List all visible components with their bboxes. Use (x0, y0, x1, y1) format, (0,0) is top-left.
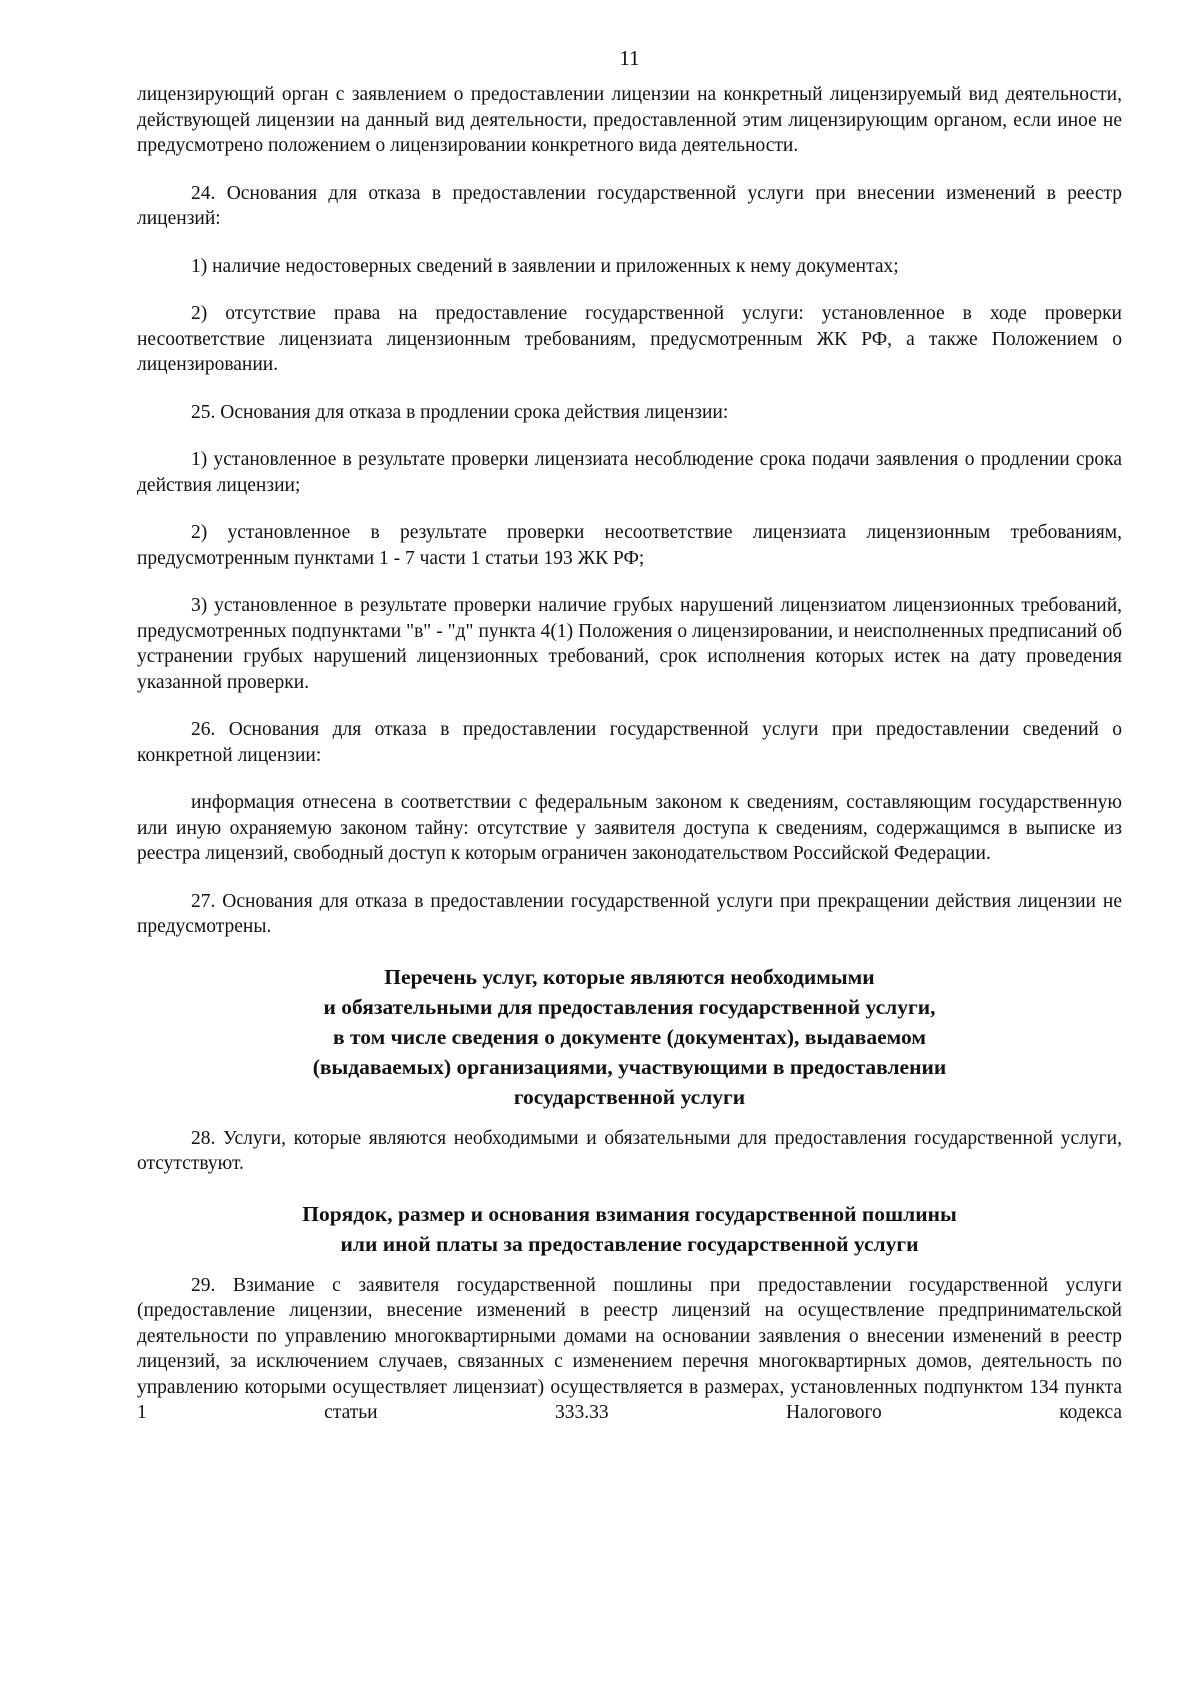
section-heading-services (137, 962, 1122, 1112)
heading-line: или иной платы за предоставление государственной услуги (340, 1231, 919, 1256)
paragraph-24-item-2: 2) отсутствие права на предоставление государственной услуги: установленное в ходе проверки несоответствие лицензиата лицензионным требованиям, предусмотренным ЖК РФ, а также Положением о лицензировании. (137, 303, 1122, 375)
heading-line: Перечень услуг, которые являются необходимыми (384, 964, 875, 989)
paragraph-24-item-1: 1) наличие недостоверных сведений в заявлении и приложенных к нему документах; (191, 255, 899, 277)
page-number: 11 (619, 46, 640, 70)
heading-line: и обязательными для предоставления государственной услуги, (323, 994, 936, 1019)
paragraph-27: 27. Основания для отказа в предоставлении государственной услуги при прекращении действия лицензии не предусмотрены. (137, 890, 1122, 937)
heading-line: государственной услуги (513, 1084, 746, 1109)
paragraph-26-item: информация отнесена в соответствии с федеральным законом к сведениям, составляющим государственную или иную охраняемую законом тайну: отсутствие у заявителя доступа к сведениям, содержащимся в выписке из реестра лицензий, свободный доступ к которым ограничен законодательством Российской Федерации. (137, 792, 1122, 864)
paragraph-25-item-2: 2) установленное в результате проверки несоответствие лицензиата лицензионным требованиям, предусмотренным пунктами 1 - 7 части 1 статьи 193 ЖК РФ; (137, 522, 1122, 569)
paragraph-24: 24. Основания для отказа в предоставлении государственной услуги при внесении изменений в реестр лицензий: (137, 182, 1122, 229)
paragraph-29: 29. Взимание с заявителя государственной пошлины при предоставлении государственной услуги (предоставление лицензии, внесение изменений в реестр лицензий на осуществление предпринимательской деятельности по управлению многоквартирными домами на основании заявления о внесении изменений в реестр лицензий, за исключением случаев, связанных с изменением перечня многоквартирных домов, деятельность по управлению которыми осуществляет лицензиат) осуществляется в размерах, установленных подпунктом 134 пункта 1 статьи 333.33 Налогового кодекса (137, 1274, 1122, 1423)
heading-line: (выдаваемых) организациями, участвующими в предоставлении (312, 1054, 947, 1079)
paragraph-25: 25. Основания для отказа в продлении срока действия лицензии: (191, 401, 729, 423)
paragraph-25-item-3: 3) установленное в результате проверки наличие грубых нарушений лицензиатом лицензионных требований, предусмотренных подпунктами "в" - "д" пункта 4(1) Положения о лицензировании, и неисполненных предписаний об устранении грубых нарушений лицензионных требований, срок исполнения которых истек на дату проведения указанной проверки. (137, 595, 1122, 693)
paragraph-25-item-1: 1) установленное в результате проверки лицензиата несоблюдение срока подачи заявления о продлении срока действия лицензии; (137, 449, 1122, 496)
heading-line: Порядок, размер и основания взимания государственной пошлины (302, 1201, 957, 1226)
section-heading-fees (137, 1199, 1122, 1259)
paragraph-28: 28. Услуги, которые являются необходимыми и обязательными для предоставления государственной услуги, отсутствуют. (137, 1127, 1122, 1174)
paragraph-26: 26. Основания для отказа в предоставлении государственной услуги при предоставлении сведений о конкретной лицензии: (137, 719, 1122, 766)
document-page (137, 44, 1122, 1448)
heading-line: в том числе сведения о документе (документах), выдаваемом (332, 1024, 927, 1049)
paragraph-continuation: лицензирующий орган с заявлением о предоставлении лицензии на конкретный лицензируемый вид деятельности, действующей лицензии на данный вид деятельности, предоставленной этим лицензирующим органом, если иное не предусмотрено положением о лицензировании конкретного вида деятельности. (137, 84, 1122, 156)
